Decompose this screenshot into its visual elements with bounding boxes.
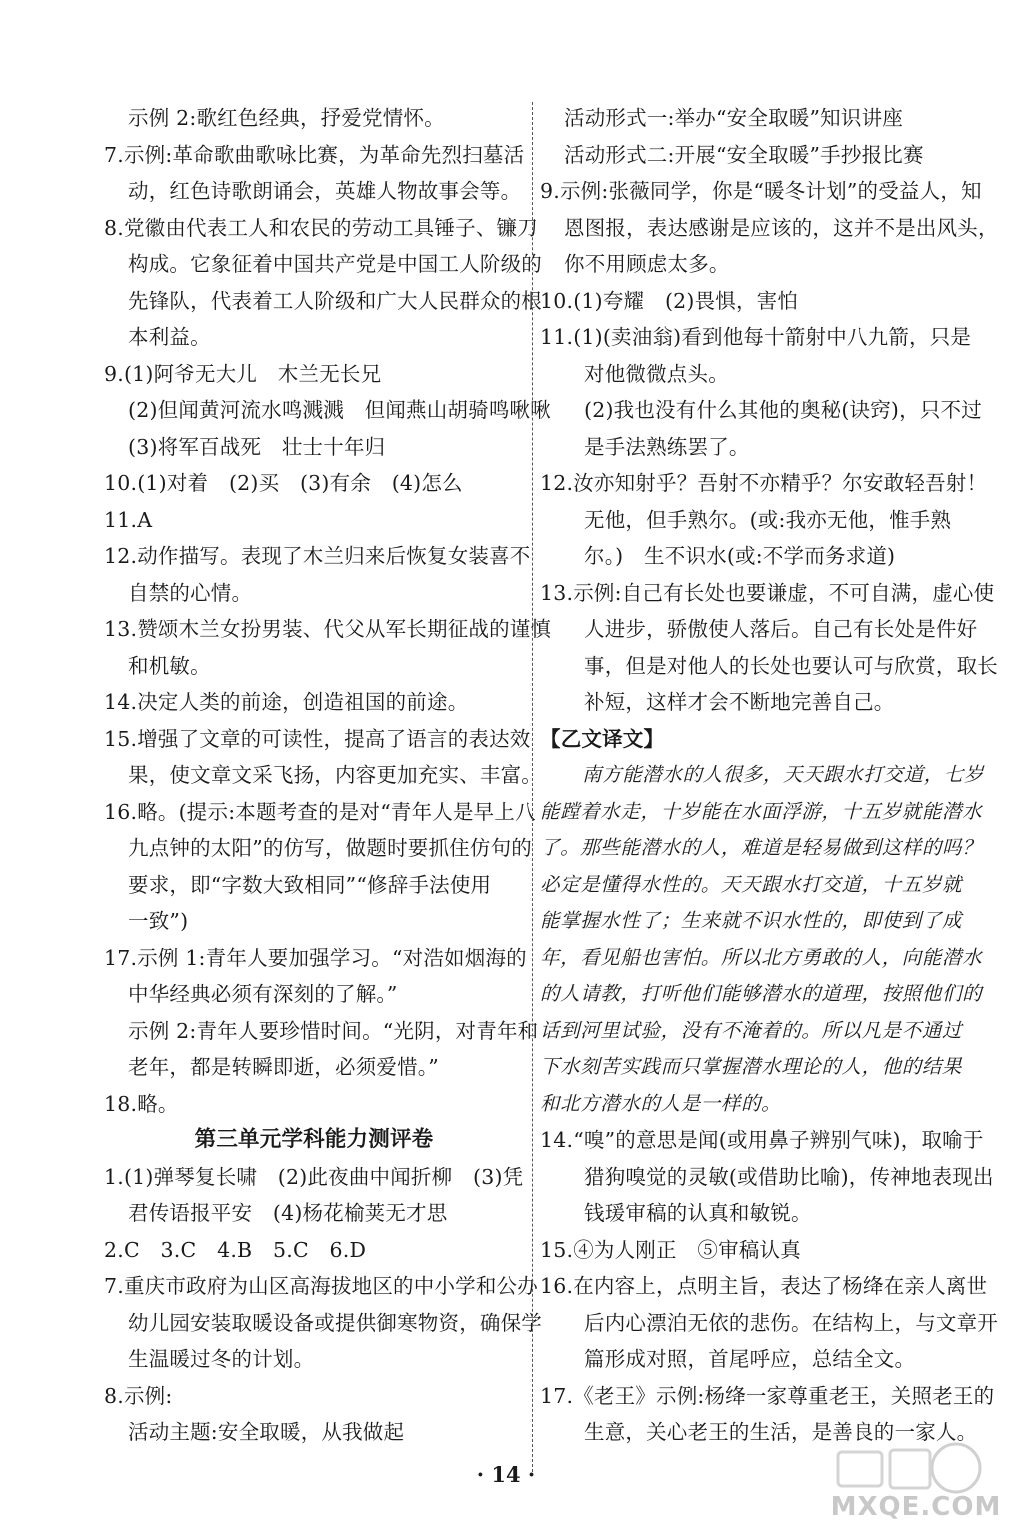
left-column-line: 第三单元学科能力测评卷 (194, 1127, 434, 1152)
right-column-line: 11.(1)(卖油翁)看到他每十箭射中八九箭，只是 (540, 325, 972, 349)
right-column-line: 你不用顾虑太多。 (564, 252, 730, 276)
right-column-line: 恩图报，表达感谢是应该的，这并不是出风头， (564, 215, 999, 240)
right-column-line: 能蹚着水走，十岁能在水面浮游，十五岁就能潜水 (540, 799, 983, 823)
left-column (104, 100, 552, 1451)
left-column-line: 活动主题:安全取暖，从我做起 (128, 1420, 405, 1444)
left-column-line: 1.(1)弹琴复长啸 (2)此夜曲中闻折柳 (3)凭 (104, 1164, 524, 1189)
left-column-line: 18.略。 (104, 1091, 179, 1116)
left-column-line: 本利益。 (128, 325, 211, 349)
left-column-line: 果，使文章文采飞扬，内容更加充实、丰富。 (128, 763, 542, 787)
right-column-line: (2)我也没有什么其他的奥秘(诀窍)，只不过 (584, 398, 982, 422)
left-column-line: 14.决定人类的前途，创造祖国的前途。 (104, 690, 469, 714)
right-column (540, 100, 999, 1451)
right-column-line: 和北方潜水的人是一样的。 (540, 1091, 782, 1115)
left-column-line: 16.略。(提示:本题考查的是对“青年人是早上八 (104, 799, 536, 824)
watermark-logo (828, 1440, 1004, 1528)
left-column-line: 一致”) (128, 909, 189, 933)
left-column-line: 动，红色诗歌朗诵会，英雄人物故事会等。 (128, 179, 522, 203)
right-column-line: 12.汝亦知射乎？吾射不亦精乎？尔安敢轻吾射！ (540, 471, 988, 495)
right-column-line: 对他微微点头。 (584, 361, 729, 386)
left-column-line: 15.增强了文章的可读性，提高了语言的表达效 (104, 726, 531, 751)
left-column-line: 先锋队，代表着工人阶级和广大人民群众的根 (128, 288, 542, 313)
left-column-line: (3)将军百战死 壮士十年归 (128, 434, 386, 459)
left-column-line: 自禁的心情。 (128, 580, 253, 605)
left-column-line: 示例 2:青年人要珍惜时间。“光阴，对青年和 (128, 1018, 539, 1043)
left-column-line: 生温暖过冬的计划。 (128, 1347, 315, 1371)
right-column-line: 是手法熟练罢了。 (584, 434, 750, 459)
right-column-line: 钱瑗审稿的认真和敏锐。 (584, 1201, 812, 1225)
right-column-line: 了。那些能潜水的人，难道是轻易做到这样的吗？ (540, 836, 983, 859)
right-column-line: 活动形式一:举办“安全取暖”知识讲座 (564, 106, 903, 130)
right-column-line: 9.示例:张薇同学，你是“暖冬计划”的受益人，知 (540, 179, 982, 203)
column-divider (532, 102, 533, 1472)
left-column-line: 17.示例 1:青年人要加强学习。“对浩如烟海的 (104, 945, 527, 970)
right-column-line: 无他，但手熟尔。(或:我亦无他，惟手熟 (584, 507, 952, 532)
right-column-line: 能掌握水性了；生来就不识水性的，即使到了成 (540, 909, 963, 932)
left-column-line: 君传语报平安 (4)杨花榆荚无才思 (128, 1201, 448, 1225)
right-column-line: 【乙文译文】 (540, 726, 665, 751)
right-column-line: 15.④为人刚正 ⑤审稿认真 (540, 1237, 801, 1262)
right-column-line: 生意，关心老王的生活，是善良的一家人。 (584, 1420, 978, 1444)
left-column-line: 2.C 3.C 4.B 5.C 6.D (104, 1237, 367, 1262)
right-column-line: 人进步，骄傲使人落后。自己有长处是件好 (584, 617, 978, 641)
page-number: · 14 · (476, 1462, 536, 1487)
right-column-line: 必定是懂得水性的。天天跟水打交道，十五岁就 (540, 872, 963, 896)
right-column-line: 10.(1)夸耀 (2)畏惧，害怕 (540, 288, 799, 313)
right-column-line: 的人请教，打听他们能够潜水的道理，按照他们的 (540, 982, 983, 1005)
right-column-line: 16.在内容上，点明主旨，表达了杨绛在亲人离世 (540, 1274, 988, 1298)
left-column-line: 示例 2:歌红色经典，抒爱党情怀。 (128, 106, 445, 130)
left-column-line: 10.(1)对着 (2)买 (3)有余 (4)怎么 (104, 471, 463, 495)
right-column-line: 年，看见船也害怕。所以北方勇敢的人，向能潜水 (540, 945, 983, 969)
right-column-line: 事，但是对他人的长处也要认可与欣赏，取长 (584, 653, 998, 678)
right-column-line: 尔。) 生不识水(或:不学而务求道) (584, 544, 896, 568)
left-column-line: 8.党徽由代表工人和农民的劳动工具锤子、镰刀 (104, 215, 538, 240)
right-column-line: 南方能潜水的人很多，天天跟水打交道，七岁 (582, 763, 985, 786)
left-column-line: 7.重庆市政府为山区高海拔地区的中小学和公办 (104, 1274, 538, 1298)
right-column-line: 猎狗嗅觉的灵敏(或借助比喻)，传神地表现出 (584, 1164, 994, 1189)
watermark-seal-icon (828, 1440, 1004, 1500)
watermark-text: MXQE.COM (830, 1492, 1002, 1522)
right-column-line: 活动形式二:开展“安全取暖”手抄报比赛 (564, 142, 924, 167)
left-column-line: (2)但闻黄河流水鸣溅溅 但闻燕山胡骑鸣啾啾 (128, 398, 551, 422)
right-column-line: 13.示例:自己有长处也要谦虚，不可自满，虚心使 (540, 580, 995, 605)
right-column-line: 后内心漂泊无依的悲伤。在结构上，与文章开 (584, 1310, 998, 1335)
right-column-line: 话到河里试验，没有不淹着的。所以凡是不通过 (540, 1018, 963, 1042)
left-column-line: 要求，即“字数大致相同”“修辞手法使用 (128, 872, 492, 897)
left-column-line: 九点钟的太阳”的仿写，做题时要抓住仿句的 (128, 836, 532, 860)
right-column-line: 补短，这样才会不断地完善自己。 (584, 690, 895, 714)
left-column-line: 7.示例:革命歌曲歌咏比赛，为革命先烈扫墓活 (104, 142, 525, 167)
right-column-line: 下水刻苦实践而只掌握潜水理论的人，他的结果 (540, 1055, 963, 1078)
left-column-line: 中华经典必须有深刻的了解。” (128, 982, 398, 1006)
right-column-line: 14.“嗅”的意思是闻(或用鼻子辨别气味)，取喻于 (540, 1128, 984, 1152)
left-column-line: 13.赞颂木兰女扮男装、代父从军长期征战的谨慎 (104, 617, 552, 641)
right-column-line: 篇形成对照，首尾呼应，总结全文。 (584, 1347, 916, 1371)
left-column-line: 12.动作描写。表现了木兰归来后恢复女装喜不 (104, 544, 531, 568)
left-column-line: 和机敏。 (128, 653, 211, 678)
right-column-line: 17.《老王》示例:杨绛一家尊重老王，关照老王的 (540, 1383, 995, 1408)
left-column-line: 8.示例: (104, 1383, 173, 1408)
left-column-line: 11.A (104, 507, 153, 532)
left-column-line: 构成。它象征着中国共产党是中国工人阶级的 (128, 252, 542, 276)
left-column-line: 9.(1)阿爷无大儿 木兰无长兄 (104, 361, 382, 386)
left-column-line: 幼儿园安装取暖设备或提供御寒物资，确保学 (128, 1310, 542, 1335)
left-column-line: 老年，都是转瞬即逝，必须爱惜。” (128, 1055, 439, 1079)
